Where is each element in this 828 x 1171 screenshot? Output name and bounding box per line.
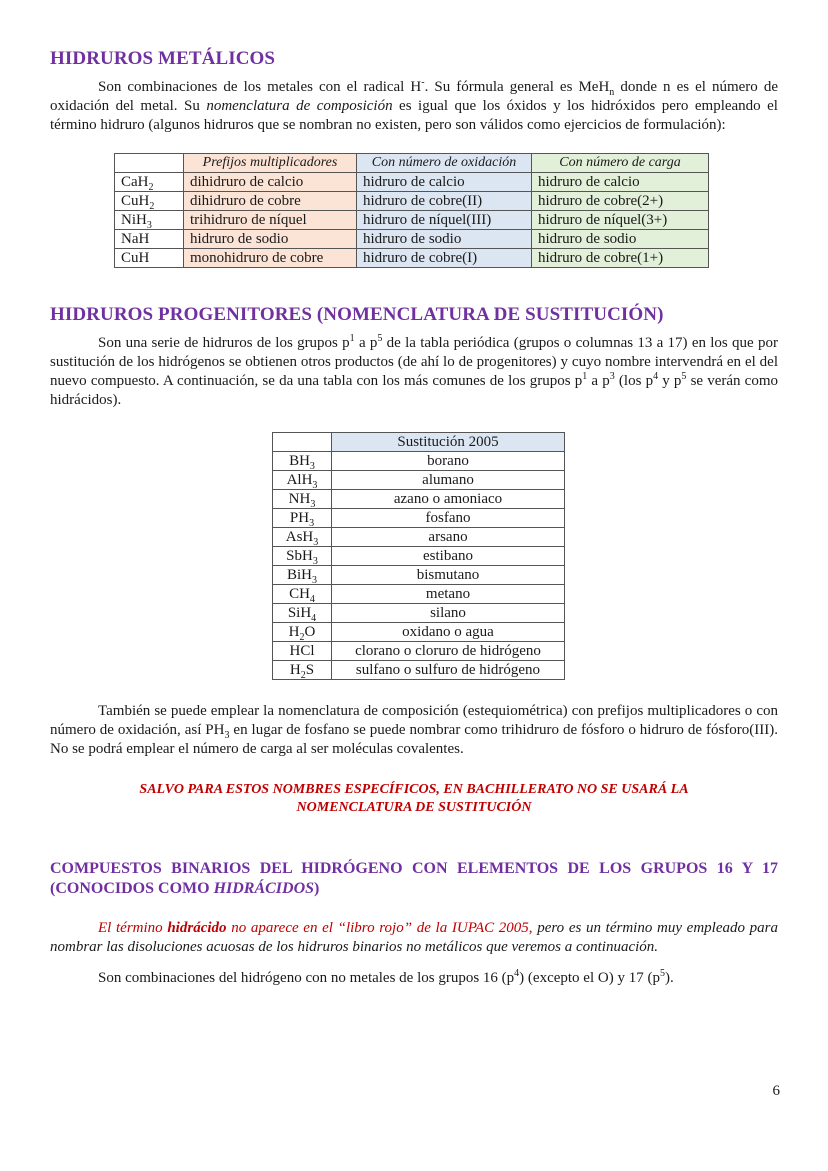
formula-cell: $BH_3$ <box>273 452 332 471</box>
formula-cell: NiH$_3$ <box>115 211 184 230</box>
table-row <box>115 230 709 249</box>
table-row <box>273 642 565 661</box>
formula-cell: AsH$_3$ <box>273 528 332 547</box>
table-cell: sulfano o sulfuro de hidrógeno <box>332 661 565 680</box>
table-cell: hidruro de calcio <box>357 173 532 192</box>
document-page <box>50 48 778 988</box>
section-title-hidruros-progenitores: HIDRUROS PROGENITORES (NOMENCLATURA DE SUSTITUCIÓN) <box>50 304 664 325</box>
paragraph-hidruros-metalicos: Son combinaciones de los metales con el radical H-. Su fórmula general es MeH$_n$ donde n es el número de oxidación del metal. Su nomenclatura de composición es igual que los óxidos y los hidróxidos pero empleando el término hidruro (algunos hidruros que se nombran no existen, pero son válidos como ejercicios de formulación): <box>50 77 778 133</box>
table-row <box>273 661 565 680</box>
table-cell: hidruro de sodio <box>184 230 357 249</box>
formula-cell: $H_2S$ <box>273 661 332 680</box>
table-cell: arsano <box>332 528 565 547</box>
table-row <box>273 452 565 471</box>
table-row <box>273 566 565 585</box>
table-cell: borano <box>332 452 565 471</box>
table-cell: hidruro de cobre(2+) <box>532 192 709 211</box>
warning-line-2: NOMENCLATURA DE SUSTITUCIÓN <box>296 800 532 815</box>
table-row <box>273 585 565 604</box>
table-row <box>115 211 709 230</box>
formula-cell: SbH$_3$ <box>273 547 332 566</box>
table-cell: silano <box>332 604 565 623</box>
table-cell: estibano <box>332 547 565 566</box>
paragraph-hidruros-progenitores: Son una serie de hidruros de los grupos $p^1$ a $p^5$ de la tabla periódica (grupos o columnas 13 a 17) en los que por sustitución de los hidrógenos se obtienen otros productos (de ahí lo de progenitores) y cuyo nombre intervendrá en el del nuevo compuesto. A continuación, se da una tabla con los más comunes de los grupos $p^1$ a $p^3$ (los $p^4$ y $p^5$ se verán como hidrácidos). <box>50 333 779 408</box>
table-header-row <box>115 154 709 173</box>
table-header-cell: Sustitución 2005 <box>332 433 565 452</box>
table-cell: trihidruro de níquel <box>184 211 357 230</box>
table-cell: bismutano <box>332 566 565 585</box>
formula-cell: $PH_3$ <box>273 509 332 528</box>
table-cell: monohidruro de cobre <box>184 249 357 268</box>
table-cell: azano o amoniaco <box>332 490 565 509</box>
formula-cell: $CH_4$ <box>273 585 332 604</box>
table-row <box>273 604 565 623</box>
formula-cell: HCl <box>273 642 332 661</box>
table-row <box>115 173 709 192</box>
formula-cell: SiH$_4$ <box>273 604 332 623</box>
table-row <box>273 528 565 547</box>
table-cell: hidruro de sodio <box>357 230 532 249</box>
warning-line-1: SALVO PARA ESTOS NOMBRES ESPECÍFICOS, EN BACHILLERATO NO SE USARÁ LA <box>139 782 689 797</box>
note-hidracido: El término hidrácido no aparece en el “libro rojo” de la IUPAC 2005, pero es un término muy empleado para nombrar las disoluciones acuosas de los hidruros binarios no metálicos que veremos a continuación. <box>50 920 778 955</box>
table-hidruros-metalicos <box>114 153 709 268</box>
formula-cell: CuH$_2$ <box>115 192 184 211</box>
table-row <box>273 509 565 528</box>
section-title-hidruros-metalicos: HIDRUROS METÁLICOS <box>50 48 276 69</box>
table-cell: hidruro de sodio <box>532 230 709 249</box>
table-row <box>273 623 565 642</box>
table-cell: metano <box>332 585 565 604</box>
formula-cell: BiH$_3$ <box>273 566 332 585</box>
table-header-cell: Con número de carga <box>532 154 709 173</box>
table-row <box>115 249 709 268</box>
formula-cell: $H_2O$ <box>273 623 332 642</box>
table-cell: dihidruro de cobre <box>184 192 357 211</box>
table-cell: fosfano <box>332 509 565 528</box>
table-cell: alumano <box>332 471 565 490</box>
table-cell: dihidruro de calcio <box>184 173 357 192</box>
paragraph-nomenclatura-composicion: También se puede emplear la nomenclatura de composición (estequiométrica) con prefijos multiplicadores o con número de oxidación, así $PH_3$ en lugar de fosfano se puede nombrar como trihidruro de fósforo o hidruro de fósforo(III). No se podrá emplear el número de carga al ser moléculas covalentes. <box>50 703 779 757</box>
table-header-row <box>273 433 565 452</box>
table-row <box>273 547 565 566</box>
formula-cell: NaH <box>115 230 184 249</box>
formula-cell: CaH$_2$ <box>115 173 184 192</box>
table-cell: hidruro de cobre(1+) <box>532 249 709 268</box>
table-cell: hidruro de cobre(I) <box>357 249 532 268</box>
paragraph-hidracidos: Son combinaciones del hidrógeno con no metales de los grupos 16 $(p^4)$ (excepto el O) y 17 $(p^5)$. <box>98 968 674 986</box>
table-cell: hidruro de cobre(II) <box>357 192 532 211</box>
formula-cell: AlH$_3$ <box>273 471 332 490</box>
table-cell: clorano o cloruro de hidrógeno <box>332 642 565 661</box>
table-cell: hidruro de níquel(3+) <box>532 211 709 230</box>
table-header-cell <box>115 154 184 173</box>
section-title-hidracidos: COMPUESTOS BINARIOS DEL HIDRÓGENO CON ELEMENTOS DE LOS GRUPOS 16 Y 17 (CONOCIDOS COMO HIDRÁCIDOS) <box>50 860 778 897</box>
table-hidruros-progenitores <box>272 432 565 680</box>
page-number: 6 <box>772 1083 780 1099</box>
table-cell: hidruro de níquel(III) <box>357 211 532 230</box>
formula-cell: $NH_3$ <box>273 490 332 509</box>
table-header-cell-empty <box>273 433 332 452</box>
table-row <box>273 471 565 490</box>
table-cell: hidruro de calcio <box>532 173 709 192</box>
table-header-cell: Prefijos multiplicadores <box>184 154 357 173</box>
table-header-cell: Con número de oxidación <box>357 154 532 173</box>
formula-cell: CuH <box>115 249 184 268</box>
table-row <box>273 490 565 509</box>
table-cell: oxidano o agua <box>332 623 565 642</box>
table-row <box>115 192 709 211</box>
